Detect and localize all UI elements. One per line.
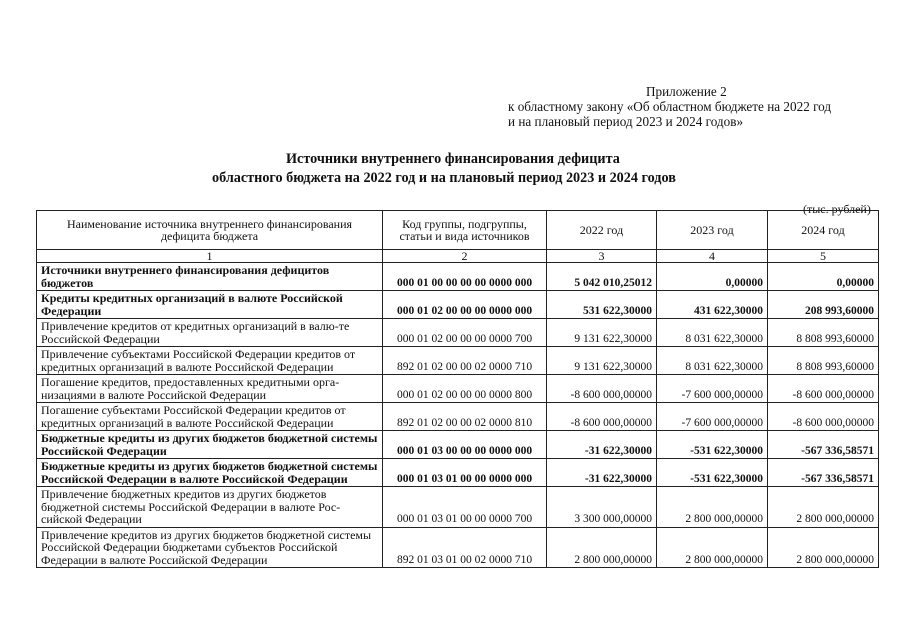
table-row [37,527,879,568]
row-name: Привлечение кредитов от кредитных организаций в валю-те Российской Федерации [37,319,383,347]
table-row [37,375,879,403]
header-name: Наименование источника внутреннего финансирования дефицита бюджета [37,211,383,250]
row-value-2024: -8 600 000,00000 [768,403,879,431]
row-value-2024: -8 600 000,00000 [768,375,879,403]
row-name: Бюджетные кредиты из других бюджетов бюджетной системы Российской Федерации в валюте Российской Федерации [37,459,383,487]
row-code: 892 01 02 00 00 02 0000 710 [383,347,547,375]
row-code: 892 01 03 01 00 02 0000 710 [383,527,547,568]
appendix-title: Приложение 2 [646,84,727,99]
table-row [37,319,879,347]
row-value-2022: -8 600 000,00000 [547,375,657,403]
row-name: Погашение субъектами Российской Федерации кредитов от кредитных организаций в валюте Российской Федерации [37,403,383,431]
row-value-2024: 2 800 000,00000 [768,487,879,528]
row-value-2023: 2 800 000,00000 [657,527,768,568]
row-name: Кредиты кредитных организаций в валюте Российской Федерации [37,291,383,319]
document-title-line-1: Источники внутреннего финансирования дефицита [286,151,620,167]
row-value-2023: 0,00000 [657,263,768,291]
row-value-2023: 2 800 000,00000 [657,487,768,528]
row-value-2023: 8 031 622,30000 [657,347,768,375]
column-number: 2 [383,250,547,263]
row-value-2022: 2 800 000,00000 [547,527,657,568]
row-code: 000 01 03 01 00 00 0000 000 [383,459,547,487]
header-2023: 2023 год [657,211,768,250]
row-code: 000 01 03 00 00 00 0000 000 [383,431,547,459]
row-value-2024: 2 800 000,00000 [768,527,879,568]
row-value-2024: 8 808 993,60000 [768,347,879,375]
table-row [37,487,879,528]
header-2022: 2022 год [547,211,657,250]
table-row [37,263,879,291]
row-code: 000 01 02 00 00 00 0000 800 [383,375,547,403]
row-value-2022: 3 300 000,00000 [547,487,657,528]
appendix-line-2: и на плановый период 2023 и 2024 годов» [508,114,744,129]
table-row [37,403,879,431]
column-number: 3 [547,250,657,263]
row-name: Привлечение бюджетных кредитов из других бюджетов бюджетной системы Российской Федерации в валюте Рос-сийской Федерации [37,487,383,528]
row-name: Привлечение субъектами Российской Федерации кредитов от кредитных организаций в валюте Российской Федерации [37,347,383,375]
appendix-line-1: к областному закону «Об областном бюджете на 2022 год [508,99,832,114]
row-value-2022: -8 600 000,00000 [547,403,657,431]
row-value-2023: 431 622,30000 [657,291,768,319]
column-number: 5 [768,250,879,263]
row-value-2023: -7 600 000,00000 [657,403,768,431]
row-value-2024: 0,00000 [768,263,879,291]
row-value-2022: -31 622,30000 [547,459,657,487]
table-row [37,291,879,319]
row-value-2022: 531 622,30000 [547,291,657,319]
units-label: (тыс. рублей) [803,202,871,216]
row-name: Бюджетные кредиты из других бюджетов бюджетной системы Российской Федерации [37,431,383,459]
row-value-2024: -567 336,58571 [768,431,879,459]
row-value-2023: -531 622,30000 [657,431,768,459]
row-value-2024: -567 336,58571 [768,459,879,487]
column-number: 1 [37,250,383,263]
row-value-2024: 8 808 993,60000 [768,319,879,347]
row-name: Привлечение кредитов из других бюджетов бюджетной системы Российской Федерации бюджетами субъектов Российской Федерации в валюте Российской Федерации [37,527,383,568]
table-row [37,459,879,487]
row-value-2022: 9 131 622,30000 [547,347,657,375]
row-code: 000 01 00 00 00 00 0000 000 [383,263,547,291]
document-title-line-2: областного бюджета на 2022 год и на плановый период 2023 и 2024 годов [212,170,676,186]
row-value-2023: -7 600 000,00000 [657,375,768,403]
row-value-2022: 9 131 622,30000 [547,319,657,347]
column-number: 4 [657,250,768,263]
row-value-2023: -531 622,30000 [657,459,768,487]
row-code: 000 01 02 00 00 00 0000 700 [383,319,547,347]
row-code: 892 01 02 00 00 02 0000 810 [383,403,547,431]
row-name: Источники внутреннего финансирования дефицитов бюджетов [37,263,383,291]
row-value-2022: 5 042 010,25012 [547,263,657,291]
row-name: Погашение кредитов, предоставленных кредитными орга-низациями в валюте Российской Федерации [37,375,383,403]
appendix-block [508,84,898,129]
header-2024: 2024 год [768,211,879,250]
row-code: 000 01 03 01 00 00 0000 700 [383,487,547,528]
document-title [0,150,903,188]
column-number-row [37,250,879,263]
row-value-2024: 208 993,60000 [768,291,879,319]
table-row [37,431,879,459]
financing-sources-table [36,210,879,568]
row-value-2023: 8 031 622,30000 [657,319,768,347]
table-row [37,347,879,375]
row-value-2022: -31 622,30000 [547,431,657,459]
header-code: Код группы, подгруппы, статьи и вида источников [383,211,547,250]
row-code: 000 01 02 00 00 00 0000 000 [383,291,547,319]
